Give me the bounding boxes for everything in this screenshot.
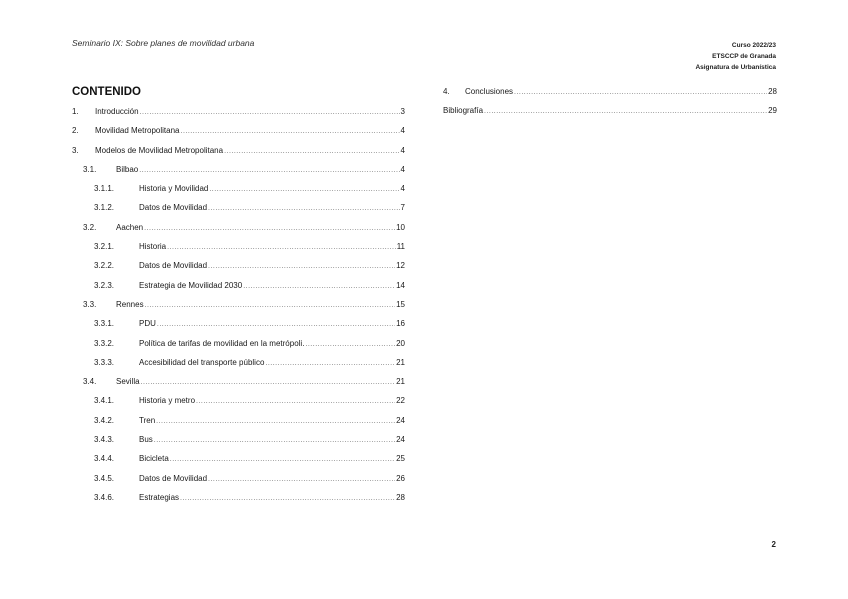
- toc-entry-label: Datos de Movilidad: [139, 473, 208, 483]
- toc-entry-label: Estrategias: [139, 492, 180, 502]
- toc-entry-label: Bilbao: [116, 164, 139, 174]
- toc-entry-number: 3.4.: [83, 377, 97, 387]
- toc-entry[interactable]: [72, 416, 405, 435]
- toc-entry-page: 14: [396, 280, 405, 290]
- toc-right-column: [443, 87, 777, 126]
- toc-entry-label: Datos de Movilidad: [139, 203, 208, 213]
- toc-leader-dots: [139, 167, 399, 174]
- toc-entry-page: 21: [396, 377, 405, 387]
- toc-entry[interactable]: [72, 396, 405, 415]
- toc-entry[interactable]: [72, 454, 405, 473]
- toc-entry-label: Bicicleta: [139, 454, 169, 464]
- toc-leader-dots: [209, 186, 399, 193]
- toc-entry[interactable]: [72, 358, 405, 377]
- toc-leader-dots: [265, 360, 395, 367]
- toc-entry-page: 4: [400, 184, 405, 194]
- toc-entry-label: Política de tarifas de movilidad en la metrópoli.: [139, 338, 305, 348]
- toc-entry[interactable]: [72, 435, 405, 454]
- toc-entry-number: 3.4.5.: [94, 473, 115, 483]
- toc-leader-dots: [208, 476, 395, 483]
- toc-leader-dots: [170, 456, 395, 463]
- toc-leader-dots: [208, 205, 400, 212]
- toc-entry-page: 29: [768, 106, 777, 116]
- toc-entry-page: 4: [400, 164, 405, 174]
- toc-entry[interactable]: [72, 242, 405, 261]
- toc-entry[interactable]: [443, 106, 777, 125]
- toc-entry-label: Introducción: [95, 107, 139, 116]
- toc-entry-label: Historia: [139, 242, 167, 252]
- toc-entry[interactable]: [72, 339, 405, 358]
- toc-entry-page: 24: [396, 415, 405, 425]
- toc-entry-label: Datos de Movilidad: [139, 261, 208, 271]
- header-title: Seminario IX: Sobre planes de movilidad urbana: [72, 38, 255, 48]
- toc-entry-label: Aachen: [116, 222, 144, 232]
- toc-entry[interactable]: [72, 474, 405, 493]
- toc-entry-label: Bus: [139, 435, 153, 445]
- toc-leader-dots: [141, 379, 396, 386]
- toc-entry[interactable]: [72, 184, 405, 203]
- toc-entry-page: 26: [396, 473, 405, 483]
- toc-entry-number: 3.3.1.: [94, 319, 115, 329]
- toc-leader-dots: [243, 283, 395, 290]
- toc-entry-label: PDU: [139, 319, 156, 329]
- toc-entry-page: 4: [400, 145, 405, 155]
- toc-leader-dots: [224, 148, 399, 155]
- toc-entry[interactable]: [72, 493, 405, 512]
- toc-leader-dots: [208, 263, 395, 270]
- toc-left-column: [72, 107, 405, 512]
- toc-entry[interactable]: [72, 319, 405, 338]
- toc-leader-dots: [154, 437, 395, 444]
- toc-entry-page: 3: [400, 107, 405, 116]
- toc-leader-dots: [196, 398, 395, 405]
- toc-entry-page: 4: [400, 126, 405, 136]
- header-course-info: [695, 40, 776, 73]
- toc-entry-label: Movilidad Metropolitana: [95, 126, 180, 136]
- toc-entry-number: 3.2.1.: [94, 242, 115, 252]
- toc-entry-number: 2.: [72, 126, 79, 136]
- toc-leader-dots: [140, 109, 400, 116]
- toc-title: CONTENIDO: [72, 86, 141, 98]
- toc-entry[interactable]: [72, 261, 405, 280]
- toc-leader-dots: [145, 302, 396, 309]
- toc-entry-number: 3.4.2.: [94, 415, 115, 425]
- toc-leader-dots: [181, 128, 400, 135]
- toc-entry-number: 3.4.4.: [94, 454, 115, 464]
- toc-entry-number: 3.2.3.: [94, 280, 115, 290]
- toc-entry-page: 22: [396, 396, 405, 406]
- toc-entry-number: 3.4.3.: [94, 435, 115, 445]
- toc-entry[interactable]: [72, 146, 405, 165]
- toc-leader-dots: [167, 244, 396, 251]
- toc-entry[interactable]: [72, 300, 405, 319]
- toc-entry[interactable]: [72, 281, 405, 300]
- toc-entry-number: 3.2.2.: [94, 261, 115, 271]
- header-school: ETSCCP de Granada: [712, 53, 776, 60]
- toc-leader-dots: [180, 495, 395, 502]
- toc-entry-label: Tren: [139, 415, 156, 425]
- toc-entry[interactable]: [72, 377, 405, 396]
- header-course: Curso 2022/23: [731, 42, 776, 49]
- toc-entry[interactable]: [72, 126, 405, 145]
- toc-entry-page: 20: [396, 338, 405, 348]
- toc-entry-number: 3.1.1.: [94, 184, 115, 194]
- header-subject: Asignatura de Urbanística: [695, 64, 776, 71]
- toc-entry-page: 11: [396, 242, 405, 252]
- toc-entry-number: 3.3.: [83, 299, 97, 309]
- toc-entry-page: 21: [396, 357, 405, 367]
- toc-entry-number: 3.4.1.: [94, 396, 115, 406]
- toc-entry-page: 24: [396, 435, 405, 445]
- toc-entry[interactable]: [72, 107, 405, 126]
- toc-entry-page: 28: [396, 492, 405, 502]
- toc-entry-page: 28: [768, 87, 777, 96]
- toc-entry-label: Rennes: [116, 299, 144, 309]
- toc-leader-dots: [514, 89, 767, 96]
- toc-entry-number: 3.: [72, 145, 79, 155]
- toc-entry-label: Sevilla: [116, 377, 140, 387]
- toc-entry-number: 3.3.2.: [94, 338, 115, 348]
- toc-entry-page: 15: [396, 299, 405, 309]
- toc-entry-number: 3.1.: [83, 164, 97, 174]
- toc-entry-page: 16: [396, 319, 405, 329]
- toc-leader-dots: [157, 321, 395, 328]
- toc-entry-label: Historia y metro: [139, 396, 196, 406]
- toc-leader-dots: [156, 418, 395, 425]
- toc-entry-page: 12: [396, 261, 405, 271]
- toc-leader-dots: [305, 341, 395, 348]
- toc-entry-page: 25: [396, 454, 405, 464]
- toc-entry-number: 3.3.3.: [94, 357, 115, 367]
- toc-leader-dots: [484, 108, 767, 115]
- toc-entry[interactable]: [443, 87, 777, 106]
- toc-entry-label: Historia y Movilidad: [139, 184, 209, 194]
- page-number: 2: [771, 540, 776, 549]
- toc-entry-label: Accesibilidad del transporte público: [139, 357, 265, 367]
- toc-leader-dots: [144, 225, 395, 232]
- toc-entry-label: Bibliografía: [443, 106, 484, 116]
- toc-entry-number: 3.4.6.: [94, 492, 115, 502]
- toc-entry[interactable]: [72, 203, 405, 222]
- toc-entry-page: 10: [396, 222, 405, 232]
- toc-entry-label: Modelos de Movilidad Metropolitana: [95, 145, 224, 155]
- toc-entry[interactable]: [72, 165, 405, 184]
- toc-entry[interactable]: [72, 223, 405, 242]
- toc-entry-number: 3.2.: [83, 222, 97, 232]
- toc-entry-page: 7: [400, 203, 405, 213]
- toc-entry-number: 1.: [72, 107, 79, 116]
- toc-entry-label: Estrategia de Movilidad 2030: [139, 280, 243, 290]
- toc-entry-number: 3.1.2.: [94, 203, 115, 213]
- toc-entry-label: Conclusiones: [465, 87, 514, 96]
- toc-entry-number: 4.: [443, 87, 450, 96]
